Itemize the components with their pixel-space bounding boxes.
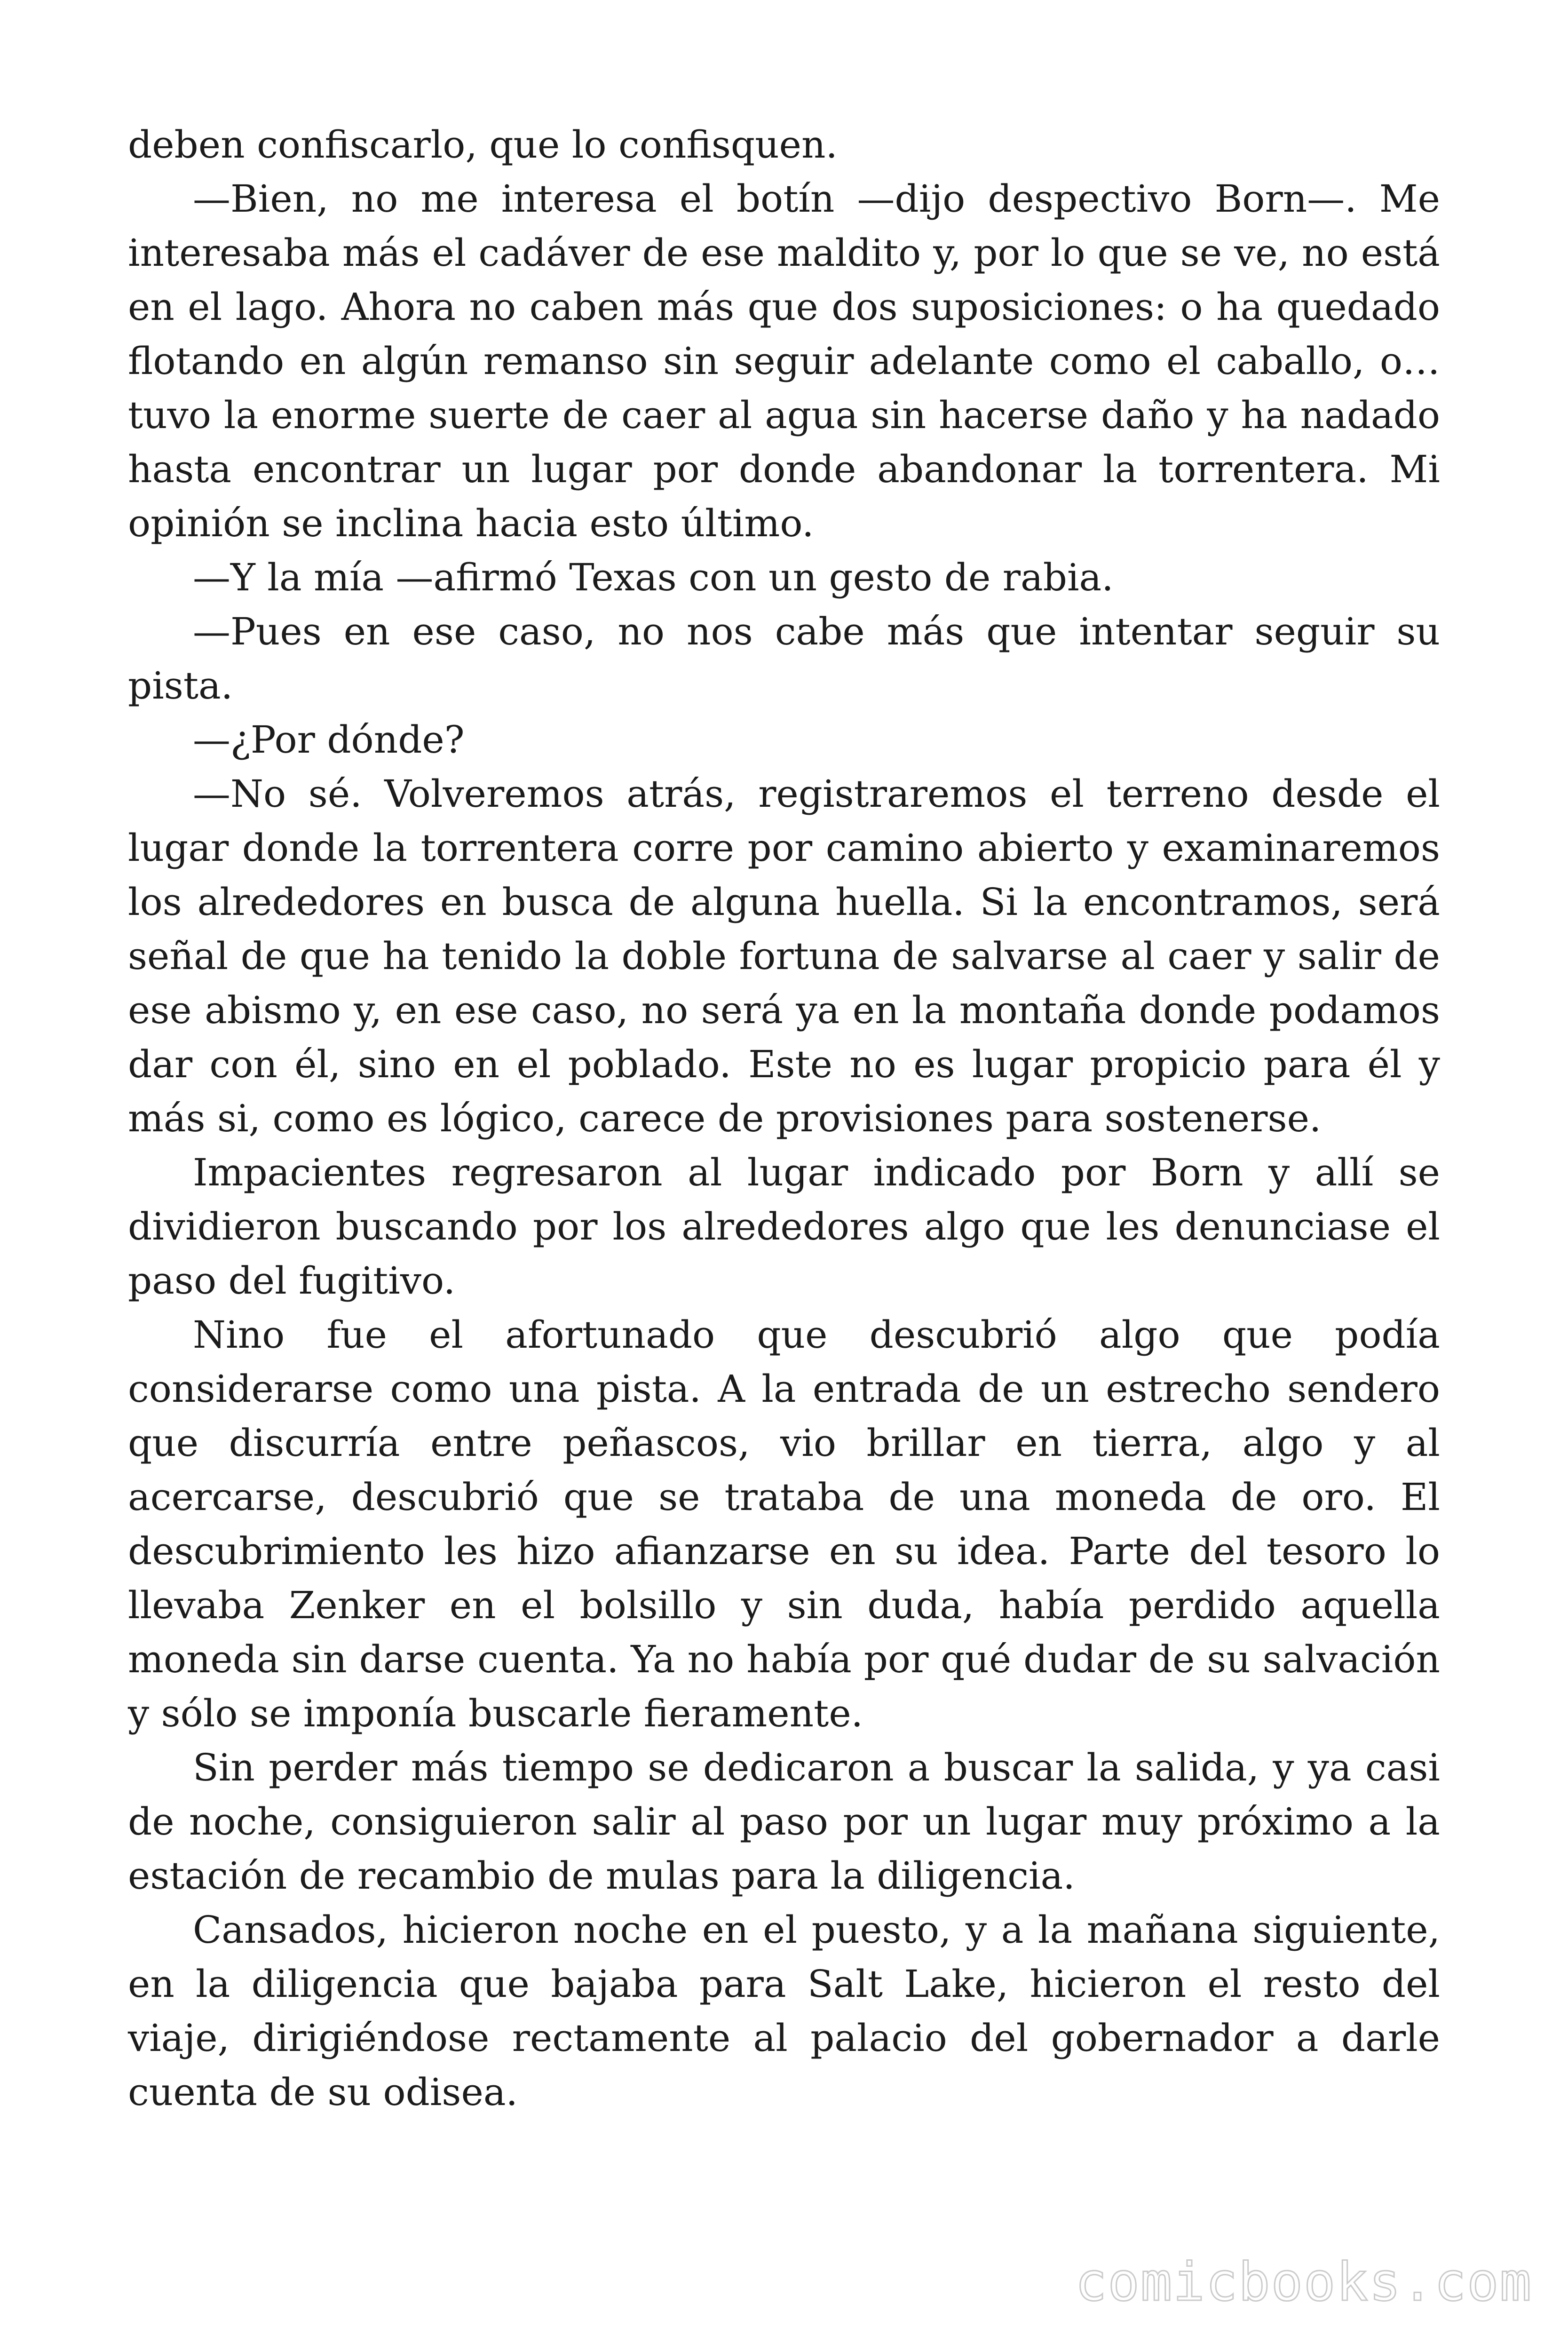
paragraph-plan: —No sé. Volveremos atrás, registraremos el terreno desde el lugar donde la torrentera corre por camino abierto y examinaremos los alrededores en busca de alguna huella. Si la encontramos, será señal de que ha tenido la doble fortuna de salvarse al caer y salir de ese abismo y, en ese caso, no será ya en la montaña donde podamos dar con él, sino en el poblado. Este no es lugar propicio para él y más si, como es lógico, carece de provisiones para sostenerse. [128, 772, 1440, 1140]
paragraph-question: —¿Por dónde? [193, 718, 465, 762]
book-page-text [128, 118, 1440, 2119]
paragraph-exit: Sin perder más tiempo se dedicaron a buscar la salida, y ya casi de noche, consiguieron salir al paso por un lugar muy próximo a la estación de recambio de mulas para la diligencia. [128, 1746, 1440, 1898]
site-watermark: comicbooks.com [1075, 2252, 1532, 2313]
paragraph-continuation: deben confiscarlo, que lo confisquen. [128, 123, 838, 167]
paragraph-texas-reply: —Y la mía —afirmó Texas con un gesto de rabia. [193, 556, 1114, 599]
paragraph-born-dialogue: —Bien, no me interesa el botín —dijo despectivo Born—. Me interesaba más el cadáver de ese maldito y, por lo que se ve, no está en el lago. Ahora no caben más que dos suposiciones: o ha quedado flotando en algún remanso sin seguir adelante como el caballo, o… tuvo la enorme suerte de caer al agua sin hacerse daño y ha nadado hasta encontrar un lugar por donde abandonar la torrentera. Mi opinión se inclina hacia esto último. [128, 177, 1440, 545]
paragraph-journey: Cansados, hicieron noche en el puesto, y a la mañana siguiente, en la diligencia que bajaba para Salt Lake, hicieron el resto del viaje, dirigiéndose rectamente al palacio del gobernador a darle cuenta de su odisea. [128, 1908, 1440, 2114]
paragraph-gold-coin: Nino fue el afortunado que descubrió algo que podía considerarse como una pista. A la entrada de un estrecho sendero que discurría entre peñascos, vio brillar en tierra, algo y al acercarse, descubrió que se trataba de una moneda de oro. El descubrimiento les hizo afianzarse en su idea. Parte del tesoro lo llevaba Zenker en el bolsillo y sin duda, había perdido aquella moneda sin darse cuenta. Ya no había por qué dudar de su salvación y sólo se imponía buscarle fieramente. [128, 1313, 1440, 1735]
paragraph-search: Impacientes regresaron al lugar indicado por Born y allí se dividieron buscando por los alrededores algo que les denunciase el paso del fugitivo. [128, 1151, 1440, 1303]
paragraph-follow-trail: —Pues en ese caso, no nos cabe más que intentar seguir su pista. [128, 610, 1440, 707]
